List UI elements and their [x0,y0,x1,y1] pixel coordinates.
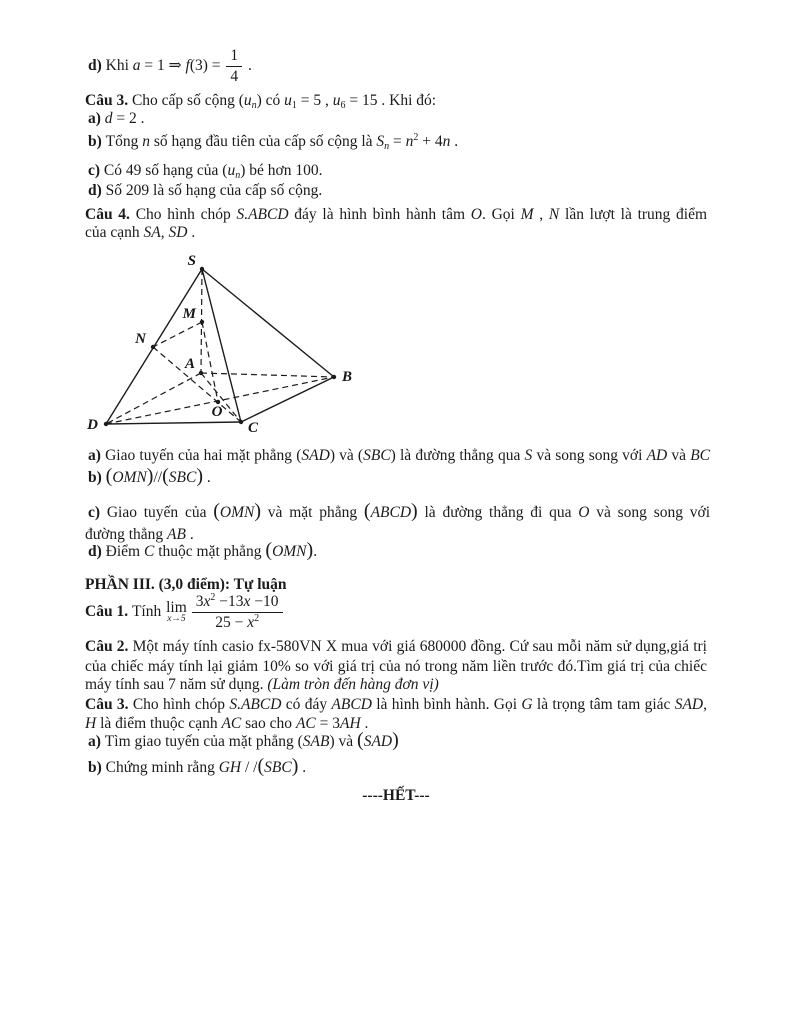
vertex-label-O: O [211,404,223,420]
vertex-label-C: C [248,420,259,436]
fraction: $\frac{3x^2 -13x -10}{25 - x^2}$ [192,593,283,632]
edge-CB [241,377,334,422]
p3-cau-3-line2: H là điểm thuộc cạnh AC sao cho AC = 3AH . [85,715,369,732]
vertex-label-S: S [187,253,196,269]
vertex-dot-C [239,420,243,424]
p3-cau-2-line2: của chiếc máy tính lại giảm 10% so với giá trị của nó trong năm liền trước đó.Tìm giá trị của chiếc [85,658,707,675]
p3-cau-2-line1: Câu 2. Một máy tính casio fx-580VN X mua với giá 680000 đồng. Cứ sau mỗi năm sử dụng,giá trị [85,638,707,655]
vertex-labels [86,253,352,436]
vertex-dot-M [200,320,204,324]
cau4-item-a: a) Giao tuyến của hai mặt phẳng (SAD) và (SBC) là đường thẳng qua S và song song với AD và BC [88,447,711,464]
item-d-cau2-answer: d) Khi a = 1 ⇒ f(3) = $\frac{1}{4}$ . [88,47,252,85]
vertex-dot-S [200,267,204,271]
limit-operator: lim x→5 [166,599,187,624]
segment-MN-hidden [153,322,202,347]
pyramid-figure [85,252,385,452]
vertex-label-B: B [342,369,353,385]
end-marker: ----HẾT--- [362,787,430,804]
vertex-label-D: D [87,417,98,433]
p3-cau-3-line1: Câu 3. Cho hình chóp S.ABCD có đáy ABCD là hình bình hành. Gọi G là trọng tâm tam giác SAD, [85,696,708,713]
item-c: c) Có 49 số hạng của $(u_n)$ bé hơn 100. [88,162,323,181]
item-d: d) Số 209 là số hạng của cấp số cộng. [88,182,323,199]
vertex-label-M: M [182,306,196,322]
fraction: $\frac{1}{4}$ [226,47,242,86]
cau4-item-b: b) (OMN)//(SBC) . [88,465,211,487]
cau-4-heading: Câu 4. Cho hình chóp S.ABCD đáy là hình bình hành tâm O. Gọi M , N lần lượt là trung điểm [85,206,708,223]
p3-cau-2-line3: máy tính sau 7 năm sử dụng. (Làm tròn đến hàng đơn vị) [85,676,439,693]
cau-3-heading: Câu 3. Cho cấp số cộng $(u_n)$ có $u_1 = 5$ , $u_6 = 15$ . Khi đó: [85,92,437,111]
vertex-dot-N [151,345,155,349]
cau4-item-c-line2: đường thẳng AB . [85,526,194,543]
edge-AD-hidden [106,373,201,424]
vertex-dot-D [104,422,108,426]
edge-SB [202,269,334,377]
p3-cau-3-item-a: a) Tìm giao tuyến của mặt phẳng (SAB) và (SAD) [88,729,399,751]
cau-4-heading-line2: của cạnh SA, SD . [85,224,196,241]
cau4-item-c: c) Giao tuyến của (OMN) và mặt phẳng (ABCD) là đường thẳng đi qua O và song song với [88,500,711,522]
item-b: b) Tổng n số hạng đầu tiên của cấp số cộng là $S_n = n^2 + 4n$ . [88,132,459,152]
vertex-dot-B [332,375,336,379]
item-a: a) d = 2 . [88,110,145,127]
vertex-dot-A [199,371,203,375]
cau4-item-d: d) Điểm C thuộc mặt phẳng (OMN). [88,539,318,561]
segment-NC-hidden [153,347,241,422]
p3-cau-3-item-b: b) Chứng minh rằng GH / /(SBC) . [88,755,307,777]
edge-DC [106,422,241,424]
vertex-label-N: N [135,331,146,347]
p3-cau-1: Câu 1. Tính lim x→5 $\frac{3x^2 -13x -10}{25 - x^2}$ [85,593,285,632]
vertex-label-A: A [184,356,195,372]
edge-AB-hidden [201,373,334,377]
phan-3-heading: PHẦN III. (3,0 điểm): Tự luận [85,576,287,593]
